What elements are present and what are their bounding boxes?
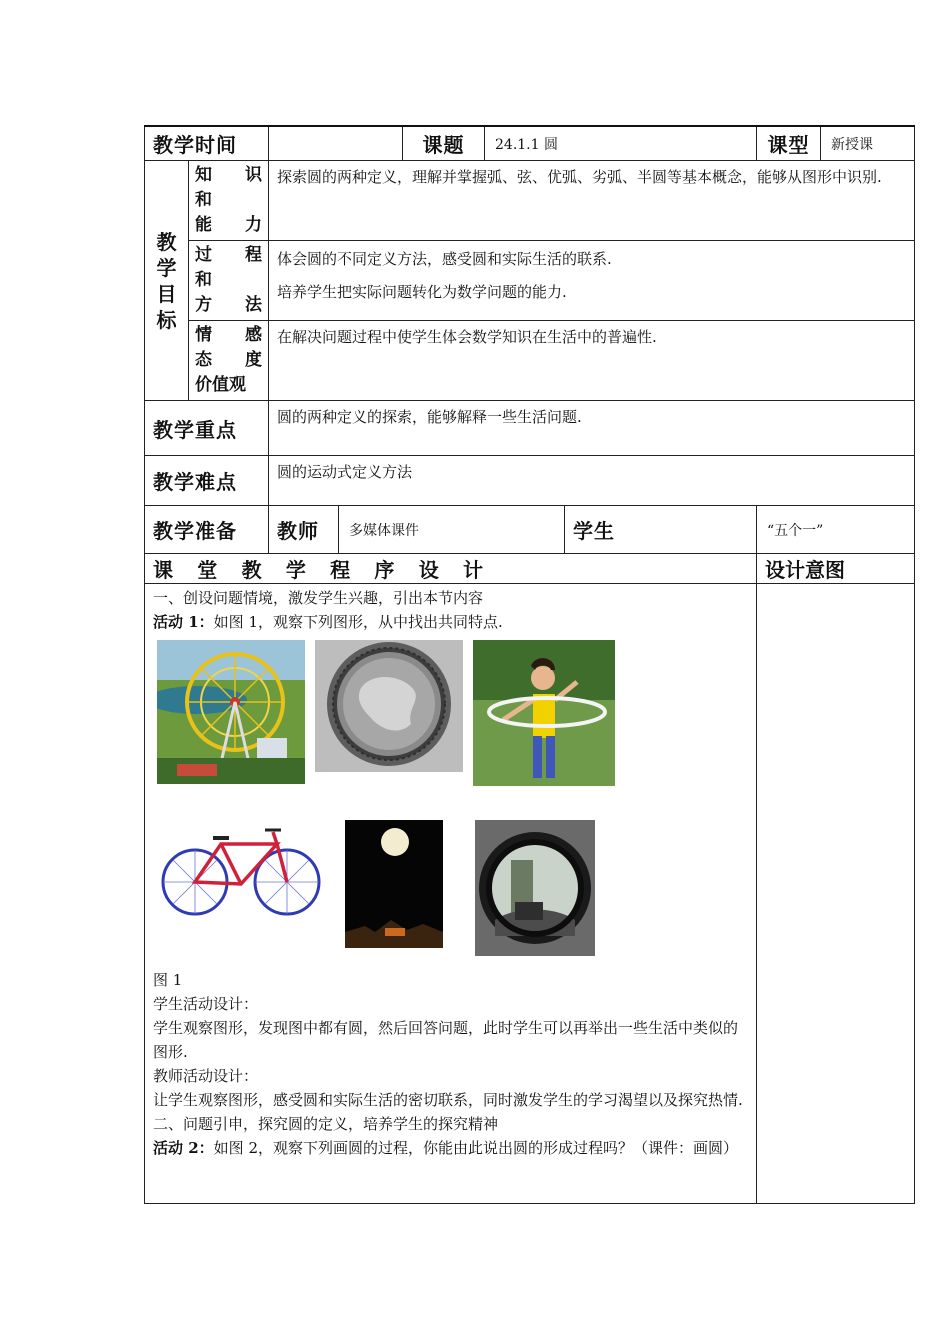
knowledge-text: 探索圆的两种定义，理解并掌握弧、弦、优弧、劣弧、半圆等基本概念，能够从图形中识别. (269, 161, 915, 241)
hula-hoop-image (473, 640, 615, 786)
design-title: 课 堂 教 学 程 序 设 计 (145, 554, 757, 584)
difficulty-label: 教学难点 (145, 456, 269, 506)
lesson-plan (144, 125, 914, 1204)
goals-label: 教 学 目 标 (145, 161, 189, 401)
student-design-label: 学生活动设计： (153, 995, 259, 1013)
time-label: 教学时间 (145, 126, 269, 161)
prep-label: 教学准备 (145, 506, 269, 554)
topic-value: 24.1.1 圆 (485, 126, 757, 161)
activity-1: 活动 1：如图 1，观察下列图形，从中找出共同特点. (153, 613, 503, 631)
difficulty-text: 圆的运动式定义方法 (269, 456, 915, 506)
figure-1-row-1 (157, 640, 748, 786)
round-door-image (475, 820, 595, 956)
emotion-label: 情 感 态 度 价值观 (189, 321, 269, 401)
knowledge-label: 知 识 和 能 力 (189, 161, 269, 241)
topic-label: 课题 (403, 126, 485, 161)
lesson-plan-table (144, 125, 915, 1204)
section-2-heading: 二、问题引申，探究圆的定义，培养学生的探究精神 (153, 1115, 499, 1133)
ferris-wheel-image (157, 640, 305, 784)
type-label: 课型 (757, 126, 821, 161)
type-value: 新授课 (821, 126, 915, 161)
prep-teacher-label: 教师 (269, 506, 339, 554)
prep-teacher-value: 多媒体课件 (339, 506, 565, 554)
key-point-text: 圆的两种定义的探索，能够解释一些生活问题. (269, 401, 915, 456)
figure-1-caption: 图 1 (153, 971, 183, 989)
section-1-heading: 一、创设问题情境，激发学生兴趣，引出本节内容 (153, 589, 484, 607)
prep-student-value: “五个一” (757, 506, 915, 554)
design-intent-label: 设计意图 (757, 554, 915, 584)
prep-student-label: 学生 (565, 506, 757, 554)
process-text: 体会圆的不同定义方法，感受圆和实际生活的联系. 培养学生把实际问题转化为数学问题的能力. (269, 241, 915, 321)
figure-1-row-2 (157, 820, 748, 956)
design-body (145, 584, 757, 1204)
time-value (269, 126, 403, 161)
student-design-text: 学生观察图形，发现图中都有圆，然后回答问题，此时学生可以再举出一些生活中类似的图形. (153, 1019, 739, 1061)
teacher-design-label: 教师活动设计： (153, 1067, 259, 1085)
activity-2: 活动 2：如图 2，观察下列画圆的过程，你能由此说出圆的形成过程吗？（课件：画圆） (153, 1139, 738, 1157)
coin-image (315, 640, 463, 772)
bicycle-image (157, 820, 325, 920)
process-label: 过 程 和 方 法 (189, 241, 269, 321)
teacher-design-text: 让学生观察图形，感受圆和实际生活的密切联系，同时激发学生的学习渴望以及探究热情. (153, 1091, 743, 1109)
moon-image (345, 820, 443, 948)
emotion-text: 在解决问题过程中使学生体会数学知识在生活中的普遍性. (269, 321, 915, 401)
design-intent-column (757, 584, 915, 1204)
key-point-label: 教学重点 (145, 401, 269, 456)
